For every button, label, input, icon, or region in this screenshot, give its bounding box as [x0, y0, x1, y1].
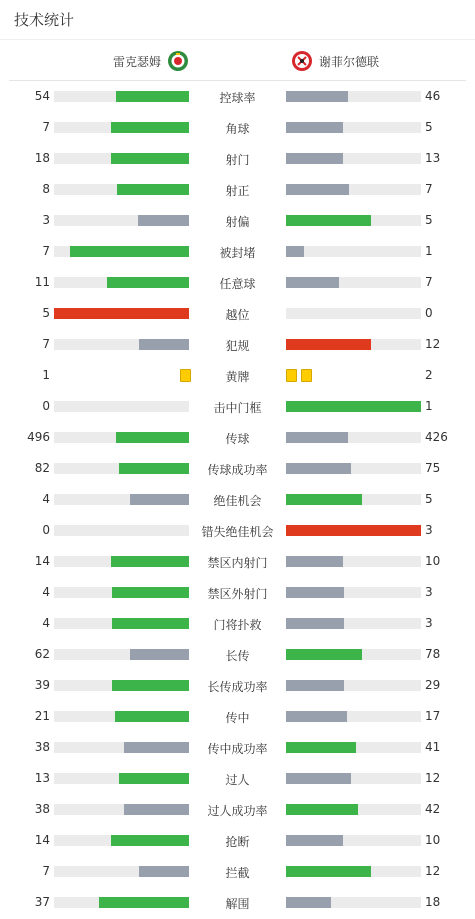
home-stat-bar [54, 494, 189, 505]
away-stat-value: 2 [425, 368, 433, 382]
home-stat-fill [111, 122, 189, 133]
away-stat-fill [286, 835, 343, 846]
stat-label: 黄牌 [225, 370, 250, 384]
stat-label: 越位 [225, 308, 250, 322]
stat-label: 被封堵 [219, 246, 256, 260]
home-stat-fill [54, 308, 189, 319]
away-stat-bar [286, 525, 421, 536]
stat-label: 绝佳机会 [213, 494, 262, 508]
away-stat-value: 7 [425, 275, 433, 289]
home-stat-bar [54, 122, 189, 133]
home-stat-bar [54, 463, 189, 474]
away-stat-bar [286, 401, 421, 412]
stat-label: 犯规 [225, 339, 250, 353]
away-stat-fill [286, 122, 343, 133]
away-stat-bar [286, 587, 421, 598]
page-title: 技术统计 [0, 0, 475, 40]
away-stat-bar [286, 339, 421, 350]
stat-label: 禁区内射门 [207, 556, 268, 570]
home-stat-bar [54, 215, 189, 226]
home-stat-value: 82 [34, 461, 50, 475]
home-stat-fill [119, 463, 189, 474]
away-stat-fill [286, 711, 347, 722]
home-stat-value: 14 [34, 833, 50, 847]
home-stat-value: 62 [34, 647, 50, 661]
home-stat-bar [54, 432, 189, 443]
away-stat-value: 12 [425, 337, 441, 351]
yellow-card-icon [180, 369, 191, 382]
away-stat-value: 7 [425, 182, 433, 196]
home-stat-fill [139, 866, 189, 877]
away-stat-bar [286, 804, 421, 815]
stat-label: 传中 [225, 711, 250, 725]
stat-row [0, 795, 475, 826]
away-stat-fill [286, 277, 339, 288]
stat-label: 过人成功率 [207, 804, 268, 818]
away-stat-bar [286, 91, 421, 102]
away-stat-value: 18 [425, 895, 441, 909]
away-stat-bar [286, 432, 421, 443]
home-stat-value: 0 [42, 399, 50, 413]
home-stat-value: 14 [34, 554, 50, 568]
stat-label: 传球成功率 [207, 463, 268, 477]
stat-row [0, 485, 475, 516]
away-stat-fill [286, 649, 362, 660]
away-stat-value: 1 [425, 244, 433, 258]
away-stat-bar [286, 184, 421, 195]
home-stat-value: 7 [42, 120, 50, 134]
away-stat-fill [286, 184, 349, 195]
stat-label: 传中成功率 [207, 742, 268, 756]
stat-row [0, 330, 475, 361]
home-stat-value: 54 [34, 89, 50, 103]
home-stat-value: 37 [34, 895, 50, 909]
away-stat-value: 13 [425, 151, 441, 165]
stat-label: 任意球 [219, 277, 256, 291]
stat-row [0, 113, 475, 144]
away-stat-fill [286, 432, 348, 443]
home-stat-bar [54, 277, 189, 288]
away-stat-bar [286, 215, 421, 226]
home-stat-fill [112, 618, 189, 629]
stat-label: 射门 [225, 153, 250, 167]
home-stat-value: 4 [42, 616, 50, 630]
away-stat-fill [286, 91, 348, 102]
home-stat-fill [117, 184, 189, 195]
away-stat-fill [286, 494, 362, 505]
away-stat-fill [286, 804, 358, 815]
home-stat-value: 3 [42, 213, 50, 227]
away-stat-fill [286, 897, 331, 908]
away-stat-bar [286, 308, 421, 319]
away-stat-bar [286, 866, 421, 877]
home-stat-bar [54, 401, 189, 412]
away-stat-value: 42 [425, 802, 441, 816]
away-stat-bar [286, 494, 421, 505]
away-stat-bar [286, 556, 421, 567]
teams-header [9, 40, 466, 81]
away-stat-value: 3 [425, 616, 433, 630]
home-stat-value: 13 [34, 771, 50, 785]
stat-row [0, 144, 475, 175]
home-stat-value: 8 [42, 182, 50, 196]
stat-row [0, 640, 475, 671]
away-stat-bar [286, 835, 421, 846]
stat-row [0, 857, 475, 888]
away-stat-value: 3 [425, 523, 433, 537]
home-stat-bar [54, 246, 189, 257]
away-stat-bar [286, 680, 421, 691]
home-stat-bar [54, 525, 189, 536]
home-stat-bar [54, 91, 189, 102]
away-stat-value: 17 [425, 709, 441, 723]
home-stat-bar [54, 556, 189, 567]
home-stat-fill [111, 153, 189, 164]
away-stat-fill [286, 556, 343, 567]
away-stat-value: 3 [425, 585, 433, 599]
home-stat-fill [111, 556, 189, 567]
stat-row [0, 547, 475, 578]
stat-label: 传球 [225, 432, 250, 446]
stat-label: 击中门框 [213, 401, 262, 415]
away-stat-value: 78 [425, 647, 441, 661]
stat-row [0, 175, 475, 206]
home-stat-fill [130, 494, 189, 505]
stat-row [0, 826, 475, 857]
home-stat-fill [107, 277, 189, 288]
away-stat-value: 10 [425, 833, 441, 847]
stat-label: 射正 [225, 184, 250, 198]
home-stat-fill [112, 680, 189, 691]
home-stat-bar [54, 339, 189, 350]
away-stat-fill [286, 742, 356, 753]
home-team-name: 雷克瑟姆 [113, 55, 162, 69]
home-stat-bar [54, 153, 189, 164]
away-team-name: 谢菲尔德联 [319, 55, 380, 69]
stat-row [0, 454, 475, 485]
away-stat-bar [286, 618, 421, 629]
home-stat-value: 496 [27, 430, 50, 444]
home-stat-bar [54, 897, 189, 908]
home-stat-fill [119, 773, 189, 784]
away-stat-value: 5 [425, 213, 433, 227]
home-yellow-cards [180, 369, 195, 382]
away-stat-value: 426 [425, 430, 448, 444]
away-stat-bar [286, 153, 421, 164]
home-stat-value: 0 [42, 523, 50, 537]
home-stat-bar [54, 773, 189, 784]
stat-row [0, 82, 475, 113]
stat-label: 角球 [225, 122, 250, 136]
home-stat-value: 7 [42, 244, 50, 258]
away-stat-value: 10 [425, 554, 441, 568]
home-stat-value: 39 [34, 678, 50, 692]
away-stat-value: 46 [425, 89, 441, 103]
sheffield-united-crest-icon [291, 50, 313, 72]
stat-label: 长传 [225, 649, 250, 663]
yellow-card-icon [286, 369, 297, 382]
stat-label: 射偏 [225, 215, 250, 229]
home-stat-fill [116, 432, 189, 443]
home-stat-bar [54, 835, 189, 846]
stat-row [0, 392, 475, 423]
home-stat-fill [112, 587, 189, 598]
home-stat-bar [54, 184, 189, 195]
home-stat-value: 4 [42, 492, 50, 506]
away-stat-bar [286, 246, 421, 257]
stat-label: 错失绝佳机会 [201, 525, 274, 539]
away-stat-value: 12 [425, 771, 441, 785]
away-stat-fill [286, 680, 344, 691]
home-stat-bar [54, 587, 189, 598]
away-stat-fill [286, 246, 304, 257]
home-stat-value: 18 [34, 151, 50, 165]
home-stat-fill [99, 897, 189, 908]
stat-row [0, 423, 475, 454]
away-stat-bar [286, 711, 421, 722]
stat-row [0, 578, 475, 609]
home-stat-bar [54, 804, 189, 815]
home-stat-fill [70, 246, 189, 257]
wrexham-crest-icon [167, 50, 189, 72]
stat-label: 拦截 [225, 866, 250, 880]
away-stat-fill [286, 587, 344, 598]
away-stat-bar [286, 897, 421, 908]
home-stat-fill [130, 649, 189, 660]
stat-label: 解围 [225, 897, 250, 911]
yellow-card-icon [301, 369, 312, 382]
home-stat-fill [139, 339, 189, 350]
away-stat-bar [286, 277, 421, 288]
stat-row [0, 764, 475, 795]
home-stat-fill [115, 711, 189, 722]
away-stat-value: 41 [425, 740, 441, 754]
stat-row [0, 361, 475, 392]
home-stat-bar [54, 680, 189, 691]
home-stat-value: 21 [34, 709, 50, 723]
home-stat-bar [54, 308, 189, 319]
away-stat-value: 5 [425, 492, 433, 506]
away-stat-value: 0 [425, 306, 433, 320]
stat-row [0, 206, 475, 237]
home-stat-value: 4 [42, 585, 50, 599]
away-stat-fill [286, 463, 351, 474]
away-stat-value: 29 [425, 678, 441, 692]
stat-row [0, 609, 475, 640]
away-stat-value: 5 [425, 120, 433, 134]
away-stat-bar [286, 463, 421, 474]
stat-label: 控球率 [219, 91, 256, 105]
home-stat-fill [111, 835, 189, 846]
home-stat-value: 38 [34, 740, 50, 754]
home-stat-value: 5 [42, 306, 50, 320]
away-stat-value: 75 [425, 461, 441, 475]
stat-row [0, 299, 475, 330]
away-stat-fill [286, 215, 371, 226]
away-stat-fill [286, 401, 421, 412]
home-stat-fill [124, 742, 189, 753]
home-stat-value: 38 [34, 802, 50, 816]
stat-row [0, 888, 475, 919]
home-stat-bar [54, 618, 189, 629]
away-stat-bar [286, 649, 421, 660]
home-stat-fill [124, 804, 189, 815]
away-stat-value: 1 [425, 399, 433, 413]
away-stat-bar [286, 773, 421, 784]
away-stat-fill [286, 618, 344, 629]
home-stat-value: 7 [42, 864, 50, 878]
away-stat-fill [286, 773, 351, 784]
away-stat-fill [286, 525, 421, 536]
home-stat-bar [54, 742, 189, 753]
away-stat-fill [286, 866, 371, 877]
home-stat-fill [116, 91, 189, 102]
stat-label: 长传成功率 [207, 680, 268, 694]
home-stat-value: 1 [42, 368, 50, 382]
away-stat-bar [286, 742, 421, 753]
away-stat-value: 12 [425, 864, 441, 878]
home-stat-bar [54, 866, 189, 877]
home-stat-bar [54, 711, 189, 722]
stat-row [0, 702, 475, 733]
stat-label: 门将扑救 [213, 618, 262, 632]
home-stat-value: 11 [34, 275, 50, 289]
stat-row [0, 671, 475, 702]
stat-label: 禁区外射门 [207, 587, 268, 601]
home-stat-value: 7 [42, 337, 50, 351]
stat-label: 抢断 [225, 835, 250, 849]
stat-row [0, 268, 475, 299]
home-stat-fill [138, 215, 189, 226]
away-stat-fill [286, 153, 343, 164]
stat-row [0, 237, 475, 268]
away-yellow-cards [286, 369, 316, 382]
stat-row [0, 516, 475, 547]
away-stat-bar [286, 122, 421, 133]
home-stat-bar [54, 649, 189, 660]
away-stat-fill [286, 339, 371, 350]
stat-row [0, 733, 475, 764]
stat-label: 过人 [225, 773, 250, 787]
